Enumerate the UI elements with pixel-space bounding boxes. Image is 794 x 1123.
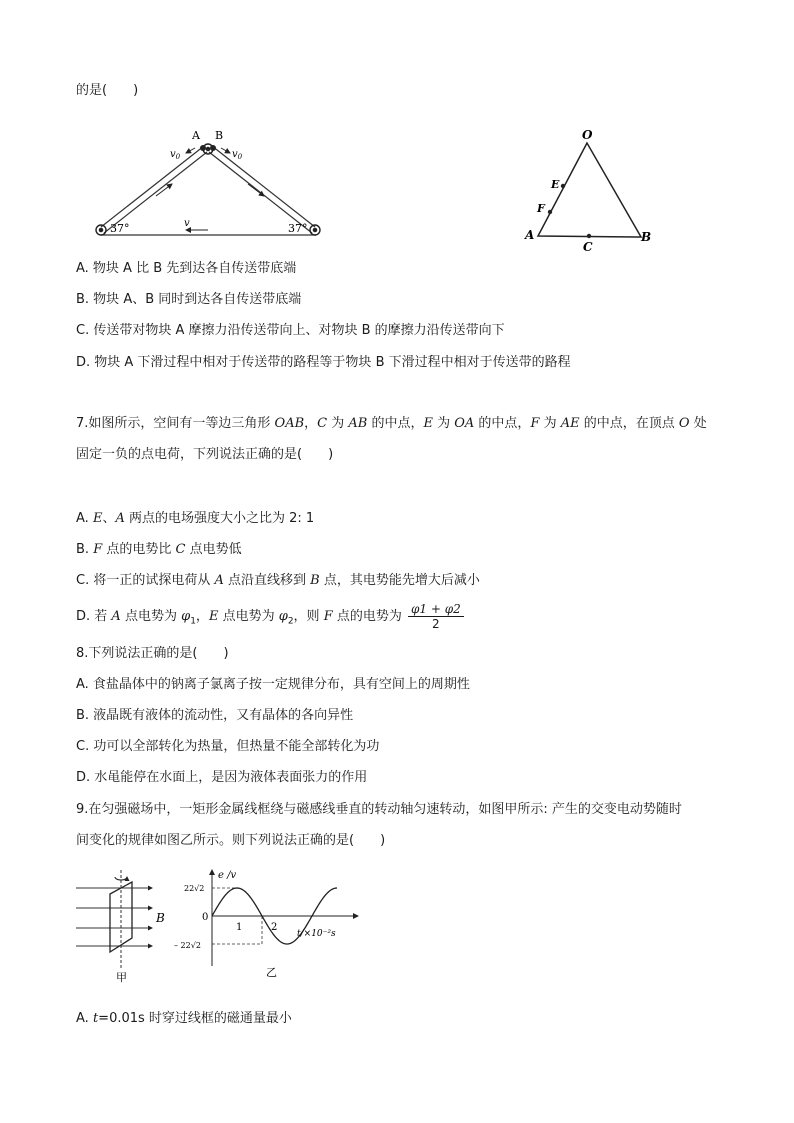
y-axis-label: e /v — [218, 870, 237, 881]
q7-stem-line2: 固定一负的点电荷，下列说法正确的是( ) — [76, 447, 334, 462]
v0-left-sub: 0 — [175, 153, 181, 161]
point-e — [561, 184, 565, 188]
q6-option-d: D. 物块 A 下滑过程中相对于传送带的路程等于物块 B 下滑过程中相对于传送带的路程 — [76, 355, 571, 370]
q8-option-c: C. 功可以全部转化为热量，但热量不能全部转化为功 — [76, 739, 380, 754]
x-tick-1: 1 — [236, 922, 243, 933]
vertex-a-label: A — [525, 228, 535, 242]
q6-option-c: C. 传送带对物块 A 摩擦力沿传送带向上、对物块 B 的摩擦力沿传送带向下 — [76, 323, 505, 338]
zero-label: 0 — [202, 912, 209, 923]
pulley-icons — [96, 144, 320, 235]
angle-left-label: 37° — [110, 222, 130, 235]
point-f — [548, 210, 552, 214]
q7-option-c: C. 将一正的试探电荷从 A 点沿直线移到 B 点，其电势能先增大后减小 — [76, 573, 480, 588]
figure-jia-caption: 甲 — [116, 971, 127, 983]
q6-option-b: B. 物块 A、B 同时到达各自传送带底端 — [76, 292, 302, 307]
field-lines — [76, 888, 152, 946]
emf-time-chart — [172, 866, 362, 984]
q9-option-a: A. t=0.01s 时穿过线框的磁通量最小 — [76, 1011, 292, 1026]
label-b: B — [215, 129, 224, 142]
q8-option-d: D. 水黾能停在水面上，是因为液体表面张力的作用 — [76, 770, 368, 785]
y-min-tick-label: – 22√2 — [174, 941, 201, 950]
point-c-label: C — [583, 240, 593, 254]
q7-option-b: B. F 点的电势比 C 点电势低 — [76, 542, 242, 557]
belt-speed-label: v — [184, 218, 190, 229]
point-c — [587, 234, 591, 238]
q7-option-a: A. E、A 两点的电场强度大小之比为 2: 1 — [76, 511, 315, 526]
v0-left-label: v — [170, 149, 176, 160]
q8-option-b: B. 液晶既有液体的流动性，又有晶体的各向异性 — [76, 708, 354, 723]
v0-right-sub: 0 — [237, 153, 243, 161]
figure-yi-caption: 乙 — [266, 966, 277, 979]
q8-option-a: A. 食盐晶体中的钠离子氯离子按一定规律分布，具有空间上的周期性 — [76, 677, 470, 692]
q6-option-a: A. 物块 A 比 B 先到达各自传送带底端 — [76, 261, 297, 276]
label-a: A — [192, 129, 200, 142]
v0-right-label: v — [232, 149, 238, 160]
conveyor-belt-figure — [88, 126, 328, 244]
svg-text:v0 — [170, 149, 181, 161]
potential-fraction: $\frac{\varphi 1 + \varphi 2}{2}$ — [408, 602, 464, 631]
q8-stem: 8.下列说法正确的是( ) — [76, 646, 229, 661]
block-b — [210, 145, 216, 151]
q7-stem-line1: 7.如图所示，空间有一等边三角形 OAB，C 为 AB 的中点，E 为 OA 的中点，F 为 AE 的中点，在顶点 O 处 — [76, 416, 707, 431]
vertex-b-label: B — [641, 230, 652, 244]
q9-stem-line1: 9.在匀强磁场中，一矩形金属线框绕与磁感线垂直的转动轴匀速转动，如图甲所示: 产生的交变电动势随时 — [76, 802, 682, 817]
x-axis-label: t/×10⁻²s — [297, 929, 336, 939]
y-max-tick-label: 22√2 — [184, 884, 205, 893]
q7-option-d: D. 若 A 点电势为 $\varphi_1$，E 点电势为 $\varphi_2$，则 F 点的电势为 $\frac{\varphi 1 + \varphi 2}{2}$ — [76, 602, 464, 631]
triangle-oab-figure — [520, 126, 660, 254]
block-a — [200, 145, 206, 151]
angle-right-label: 37° — [288, 222, 308, 235]
belt-lines — [101, 146, 316, 235]
svg-text:v0 — [232, 149, 243, 161]
point-f-label: F — [537, 202, 545, 215]
question-6-stem-tail: 的是( ) — [76, 83, 139, 98]
vertex-o-label: O — [582, 128, 593, 142]
q9-stem-line2: 间变化的规律如图乙所示。则下列说法正确的是( ) — [76, 833, 386, 848]
x-tick-2: 2 — [271, 922, 278, 933]
field-b-label: B — [156, 911, 165, 925]
rotating-frame-figure — [72, 868, 172, 983]
point-e-label: E — [551, 178, 560, 191]
